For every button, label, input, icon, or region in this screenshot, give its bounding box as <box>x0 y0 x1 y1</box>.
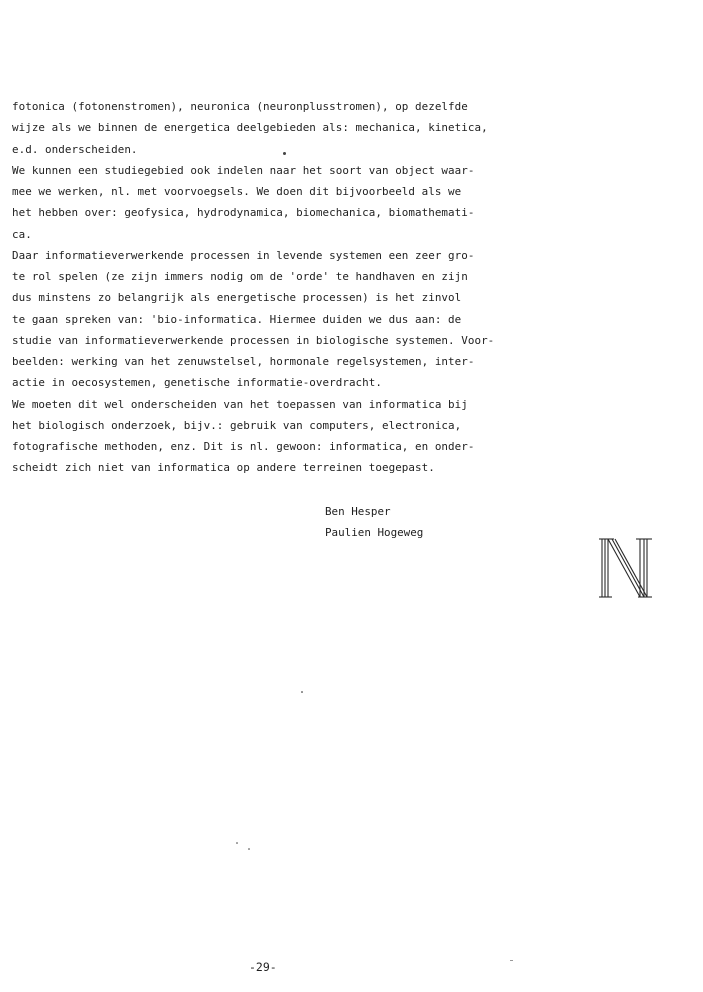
text-line: beelden: werking van het zenuwstelsel, hormonale regelsystemen, inter- <box>12 355 475 368</box>
scan-speck <box>510 960 513 961</box>
text-line: dus minstens zo belangrijk als energetische processen) is het zinvol <box>12 291 462 305</box>
text-line: mee we werken, nl. met voorvoegsels. We doen dit bijvoorbeeld als we <box>12 185 462 198</box>
n-stamp-logo <box>598 536 654 600</box>
text-line: het hebben over: geofysica, hydrodynamica, biomechanica, biomathemati- <box>12 206 475 220</box>
text-line: scheidt zich niet van informatica op andere terreinen toegepast. <box>12 461 435 475</box>
text-line: het biologisch onderzoek, bijv.: gebruik van computers, electronica, <box>12 418 462 432</box>
text-line: te rol spelen (ze zijn immers nodig om de 'orde' te handhaven en zijn <box>12 270 468 283</box>
scan-speck <box>248 848 250 850</box>
text-line: fotonica (fotonenstromen), neuronica (neuronplusstromen), op dezelfde <box>12 100 468 113</box>
page-number: -29- <box>249 960 277 974</box>
text-line: actie in oecosystemen, genetische informatie-overdracht. <box>12 376 382 390</box>
scan-speck <box>301 691 303 693</box>
body-text <box>12 96 572 479</box>
text-line: Daar informatieverwerkende processen in levende systemen een zeer gro- <box>12 248 475 262</box>
text-line: studie van informatieverwerkende processen in biologische systemen. Voor- <box>12 333 495 347</box>
signature-block <box>325 501 423 543</box>
signatory-name: Paulien Hogeweg <box>325 526 424 539</box>
text-line: ca. <box>12 227 32 241</box>
text-line: wijze als we binnen de energetica deelgebieden als: mechanica, kinetica, <box>12 121 488 135</box>
scan-speck <box>236 842 238 844</box>
text-line: We moeten dit wel onderscheiden van het toepassen van informatica bij <box>12 397 468 411</box>
text-line: We kunnen een studiegebied ook indelen naar het soort van object waar- <box>12 163 475 177</box>
text-line: fotografische methoden, enz. Dit is nl. gewoon: informatica, en onder- <box>12 440 475 453</box>
text-line: e.d. onderscheiden. <box>12 142 138 156</box>
scan-speck <box>283 152 286 155</box>
signatory-name: Ben Hesper <box>325 505 391 518</box>
text-line: te gaan spreken van: 'bio-informatica. Hiermee duiden we dus aan: de <box>12 312 462 326</box>
